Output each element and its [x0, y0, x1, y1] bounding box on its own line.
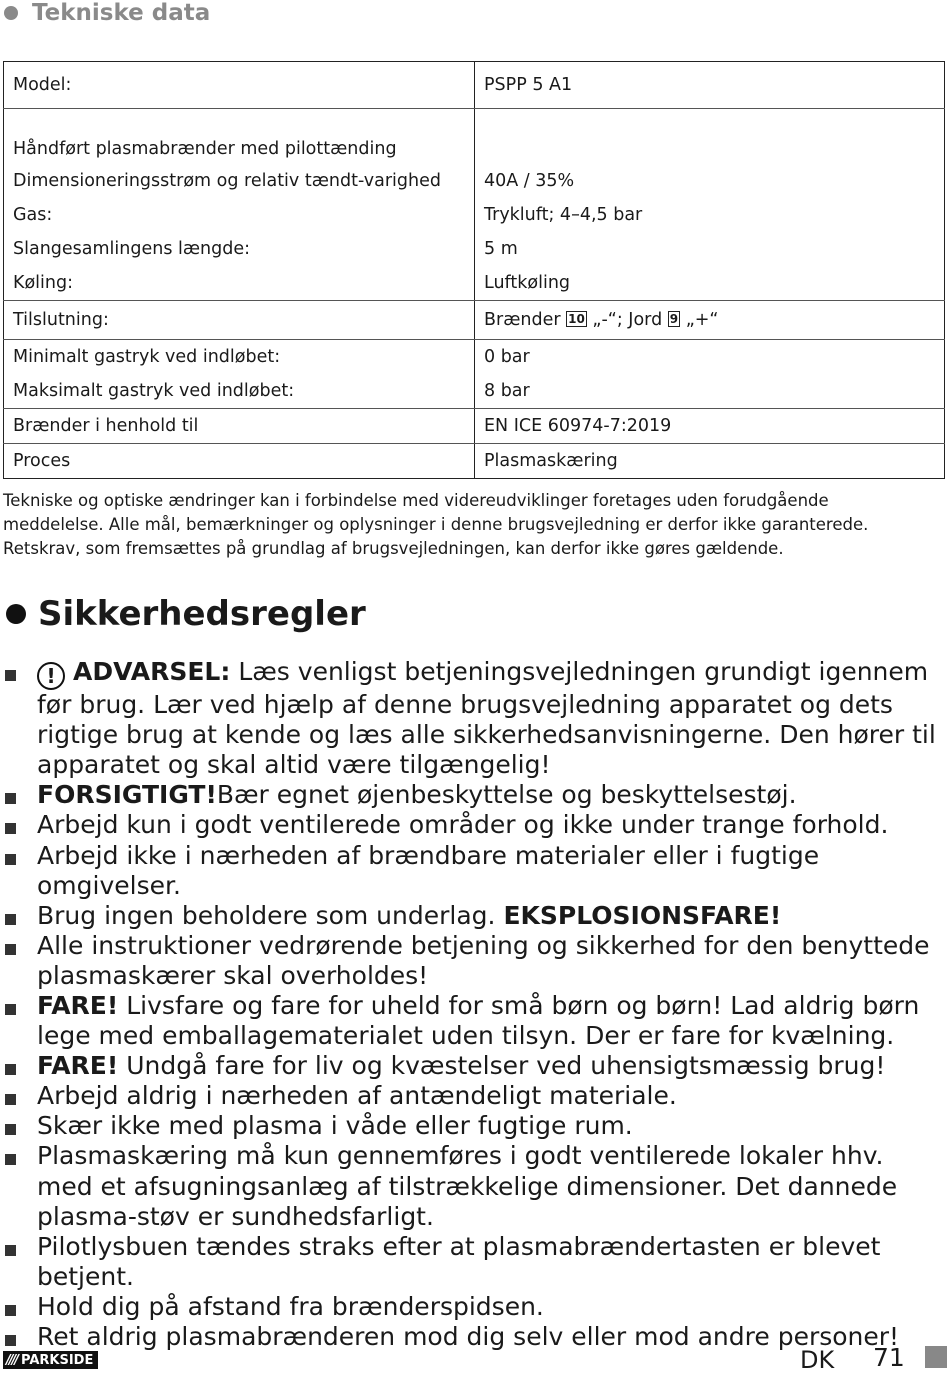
rule-text: Læs venligst betjeningsvejledningen grundigt igennem før brug. Lær ved hjælp af denne brugsvejledning apparatet og dets rigtige brug at kende og læs alle sikkerhedsanvisningerne. Den hører til apparatet og skal altid være tilgængelig!	[37, 657, 936, 780]
spec-label: Slangesamlingens længde:	[4, 232, 475, 266]
rule-text: Arbejd kun i godt ventilerede områder og ikke under trange forhold.	[37, 810, 889, 840]
explosion-warning: EKSPLOSIONSFARE!	[503, 900, 782, 930]
square-bullet-icon	[5, 1335, 16, 1346]
spec-table	[3, 61, 945, 479]
table-row	[4, 374, 945, 409]
note-line: Retskrav, som fremsættes på grundlag af brugsvejledningen, kan derfor ikke gøres gældende.	[3, 539, 784, 558]
list-item	[0, 1292, 946, 1322]
square-bullet-icon	[5, 914, 16, 925]
bullet-icon	[4, 6, 18, 20]
table-row	[4, 444, 945, 479]
spec-label: Maksimalt gastryk ved indløbet:	[4, 374, 475, 409]
table-row	[4, 266, 945, 301]
list-item	[0, 931, 946, 991]
section-title: Sikkerhedsregler	[38, 594, 366, 634]
square-bullet-icon	[5, 1064, 16, 1075]
spec-label: Minimalt gastryk ved indløbet:	[4, 340, 475, 375]
spec-label: Håndført plasmabrænder med pilottænding	[4, 109, 475, 165]
list-item	[0, 1051, 946, 1081]
rule-text: Undgå fare for liv og kvæstelser ved uhensigtsmæssig brug!	[118, 1051, 886, 1081]
spec-value	[475, 109, 945, 165]
spec-value: 5 m	[484, 239, 518, 259]
disclaimer-note	[3, 489, 943, 561]
rule-text: Bær egnet øjenbeskyttelse og beskyttelsestøj.	[216, 780, 797, 810]
caution-label: FORSIGTIGT!	[37, 780, 217, 810]
spec-label: Tilslutning:	[4, 301, 475, 340]
section-title: Tekniske data	[32, 0, 211, 26]
table-row	[4, 340, 945, 375]
list-item	[0, 1081, 946, 1111]
table-row	[4, 109, 945, 165]
list-item	[0, 841, 946, 901]
warning-label: ADVARSEL:	[73, 657, 231, 686]
danger-label: FARE!	[37, 990, 119, 1020]
note-line: Tekniske og optiske ændringer kan i forbindelse med videreudviklinger foretages uden forudgående	[3, 491, 829, 510]
spec-value: Trykluft; 4–4,5 bar	[484, 205, 643, 225]
table-row	[4, 198, 945, 232]
safety-rules-list	[0, 657, 946, 1352]
spec-label: Proces	[4, 444, 475, 479]
spec-label: Model:	[4, 62, 475, 109]
rule-text: Pilotlysbuen tændes straks efter at plasmabrændertasten er blevet betjent.	[37, 1231, 881, 1291]
square-bullet-icon	[5, 1154, 16, 1165]
rule-text: Alle instruktioner vedrørende betjening og sikkerhed for den benyttede plasmaskærer skal overholdes!	[37, 930, 930, 990]
spec-value: Luftkøling	[475, 266, 945, 301]
bullet-icon	[6, 604, 26, 624]
square-bullet-icon	[5, 823, 16, 834]
square-bullet-icon	[5, 1004, 16, 1015]
table-row	[4, 62, 945, 109]
list-item	[0, 657, 946, 780]
spec-value	[475, 301, 945, 340]
rule-text: Skær ikke med plasma i våde eller fugtige rum.	[37, 1111, 633, 1141]
rule-text: Plasmaskæring må kun gennemføres i godt ventilerede lokaler hhv. med et afsugningsanlæg af tilstrækkelige dimensioner. Det dannede plasma-støv er sundhedsfarligt.	[37, 1141, 898, 1231]
section-heading-safety	[6, 594, 366, 634]
square-bullet-icon	[5, 1094, 16, 1105]
spec-label: Dimensioneringsstrøm og relativ tændt-varighed	[4, 164, 475, 198]
list-item	[0, 901, 946, 931]
spec-value: PSPP 5 A1	[475, 62, 945, 109]
connection-part: „+“	[685, 310, 719, 330]
rule-text: Hold dig på afstand fra brænderspidsen.	[37, 1291, 544, 1321]
rule-text: Livsfare og fare for uheld for små børn og børn! Lad aldrig børn lege med emballagematerialet uden tilsyn. Der er fare for kvælning.	[37, 990, 920, 1051]
table-row	[4, 232, 945, 266]
part-number-box: 10	[568, 312, 585, 326]
spec-value: 8 bar	[475, 374, 945, 409]
spec-label: Gas:	[4, 198, 475, 232]
table-row	[4, 409, 945, 444]
spec-value: Plasmaskæring	[484, 451, 618, 471]
spec-value: 0 bar	[484, 347, 530, 367]
list-item	[0, 810, 946, 840]
table-row	[4, 164, 945, 198]
part-number-box: 9	[669, 312, 679, 326]
page-marker-square	[925, 1346, 947, 1368]
rule-text: Brug ingen beholdere som underlag.	[37, 900, 504, 930]
square-bullet-icon	[5, 944, 16, 955]
spec-label: Køling:	[4, 266, 475, 301]
section-heading-tech	[4, 0, 210, 26]
table-row	[4, 301, 945, 340]
spec-value: EN ICE 60974-7:2019	[475, 409, 945, 444]
list-item	[0, 991, 946, 1051]
connection-part: Brænder	[484, 310, 561, 330]
language-code: DK	[800, 1346, 835, 1374]
square-bullet-icon	[5, 1124, 16, 1135]
square-bullet-icon	[5, 854, 16, 865]
parkside-logo	[3, 1351, 98, 1369]
list-item	[0, 780, 946, 810]
note-line: meddelelse. Alle mål, bemærkninger og oplysninger i denne brugsvejledning er derfor ikke garanterede.	[3, 515, 869, 534]
list-item	[0, 1232, 946, 1292]
spec-label: Brænder i henhold til	[4, 409, 475, 444]
square-bullet-icon	[5, 1245, 16, 1256]
square-bullet-icon	[5, 1305, 16, 1316]
rule-text: Arbejd ikke i nærheden af brændbare materialer eller i fugtige omgivelser.	[37, 840, 820, 900]
list-item	[0, 1111, 946, 1141]
warning-icon: !	[37, 662, 65, 690]
rule-text: Ret aldrig plasmabrænderen mod dig selv eller mod andre personer!	[37, 1322, 900, 1352]
danger-label: FARE!	[37, 1051, 119, 1081]
rule-text: Arbejd aldrig i nærheden af antændeligt materiale.	[37, 1081, 677, 1111]
logo-text: PARKSIDE	[21, 1352, 94, 1368]
list-item	[0, 1141, 946, 1231]
spec-value: 40A / 35%	[484, 171, 575, 191]
square-bullet-icon	[5, 670, 16, 681]
connection-part: „-“; Jord	[592, 310, 663, 330]
page-number: 71	[873, 1343, 905, 1372]
square-bullet-icon	[5, 793, 16, 804]
logo-stripes: ////	[6, 1352, 17, 1368]
